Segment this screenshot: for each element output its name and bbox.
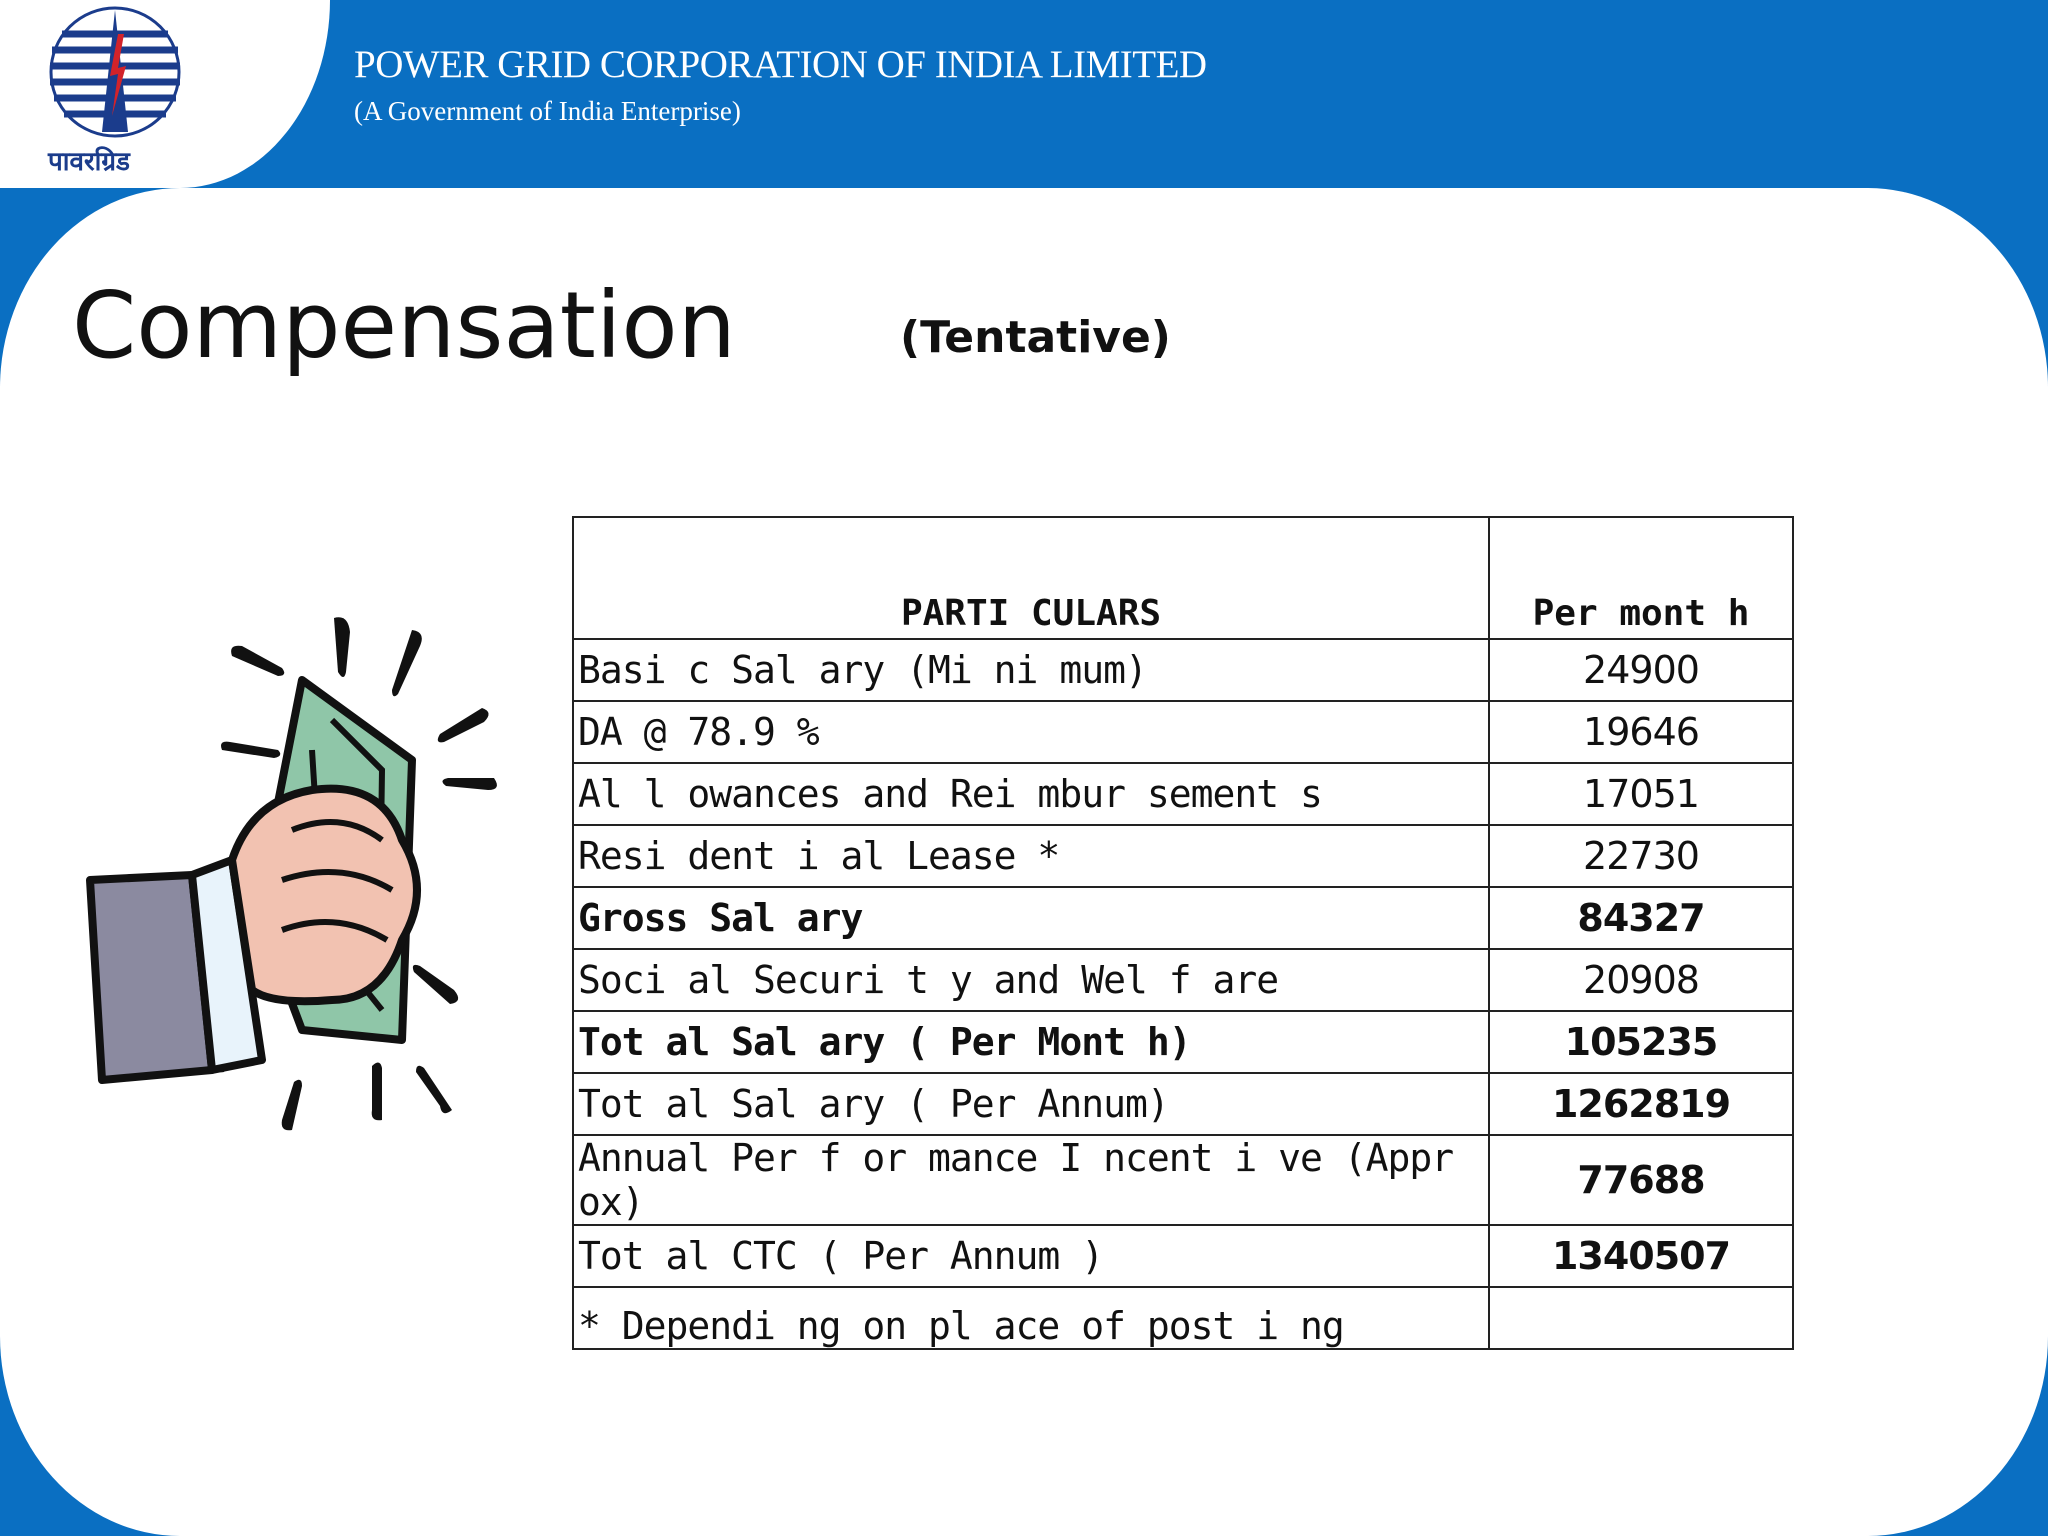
row-value: 20908 xyxy=(1489,949,1793,1011)
table-footnote-row xyxy=(573,1287,1793,1349)
row-label: Annual Per f or mance I ncent i ve (Appr ox) xyxy=(573,1135,1489,1225)
organization-subtitle: (A Government of India Enterprise) xyxy=(354,96,741,126)
slide-subtitle: (Tentative) xyxy=(900,312,1171,363)
svg-text:पावरग्रिड: पावरग्रिड xyxy=(48,147,130,177)
row-label: Al l owances and Rei mbur sement s xyxy=(573,763,1489,825)
slide-title: Compensation xyxy=(72,272,736,379)
row-value: 105235 xyxy=(1489,1011,1793,1073)
row-value: 77688 xyxy=(1489,1135,1793,1225)
table-row xyxy=(573,1135,1793,1225)
row-value: 84327 xyxy=(1489,887,1793,949)
row-label: Resi dent i al Lease * xyxy=(573,825,1489,887)
row-label: Tot al Sal ary ( Per Mont h) xyxy=(573,1011,1489,1073)
row-label: Soci al Securi t y and Wel f are xyxy=(573,949,1489,1011)
row-value: 24900 xyxy=(1489,639,1793,701)
row-value: 1340507 xyxy=(1489,1225,1793,1287)
row-value: 17051 xyxy=(1489,763,1793,825)
header-band xyxy=(0,0,2048,188)
table-row xyxy=(573,639,1793,701)
table-row xyxy=(573,825,1793,887)
table-row xyxy=(573,1073,1793,1135)
row-label: Tot al Sal ary ( Per Annum) xyxy=(573,1073,1489,1135)
row-label: DA @ 78.9 % xyxy=(573,701,1489,763)
row-value: 22730 xyxy=(1489,825,1793,887)
hand-holding-money-icon xyxy=(82,610,562,1150)
table-row xyxy=(573,701,1793,763)
table-header-row xyxy=(573,517,1793,639)
table-row xyxy=(573,763,1793,825)
table-row xyxy=(573,949,1793,1011)
column-header-particulars: PARTI CULARS xyxy=(573,517,1489,639)
row-value: 1262819 xyxy=(1489,1073,1793,1135)
column-header-per-month: Per mont h xyxy=(1489,517,1793,639)
compensation-table xyxy=(572,516,1794,1350)
powergrid-logo-icon xyxy=(40,4,190,180)
table-row-gross-salary xyxy=(573,887,1793,949)
logo-panel xyxy=(0,0,330,188)
empty-cell xyxy=(1489,1287,1793,1349)
row-label: Tot al CTC ( Per Annum ) xyxy=(573,1225,1489,1287)
footnote: * Dependi ng on pl ace of post i ng xyxy=(573,1287,1489,1349)
row-label: Gross Sal ary xyxy=(573,887,1489,949)
row-value: 19646 xyxy=(1489,701,1793,763)
organization-name: POWER GRID CORPORATION OF INDIA LIMITED xyxy=(354,43,1207,86)
row-label: Basi c Sal ary (Mi ni mum) xyxy=(573,639,1489,701)
table-row-total-salary-month xyxy=(573,1011,1793,1073)
table-row xyxy=(573,1225,1793,1287)
